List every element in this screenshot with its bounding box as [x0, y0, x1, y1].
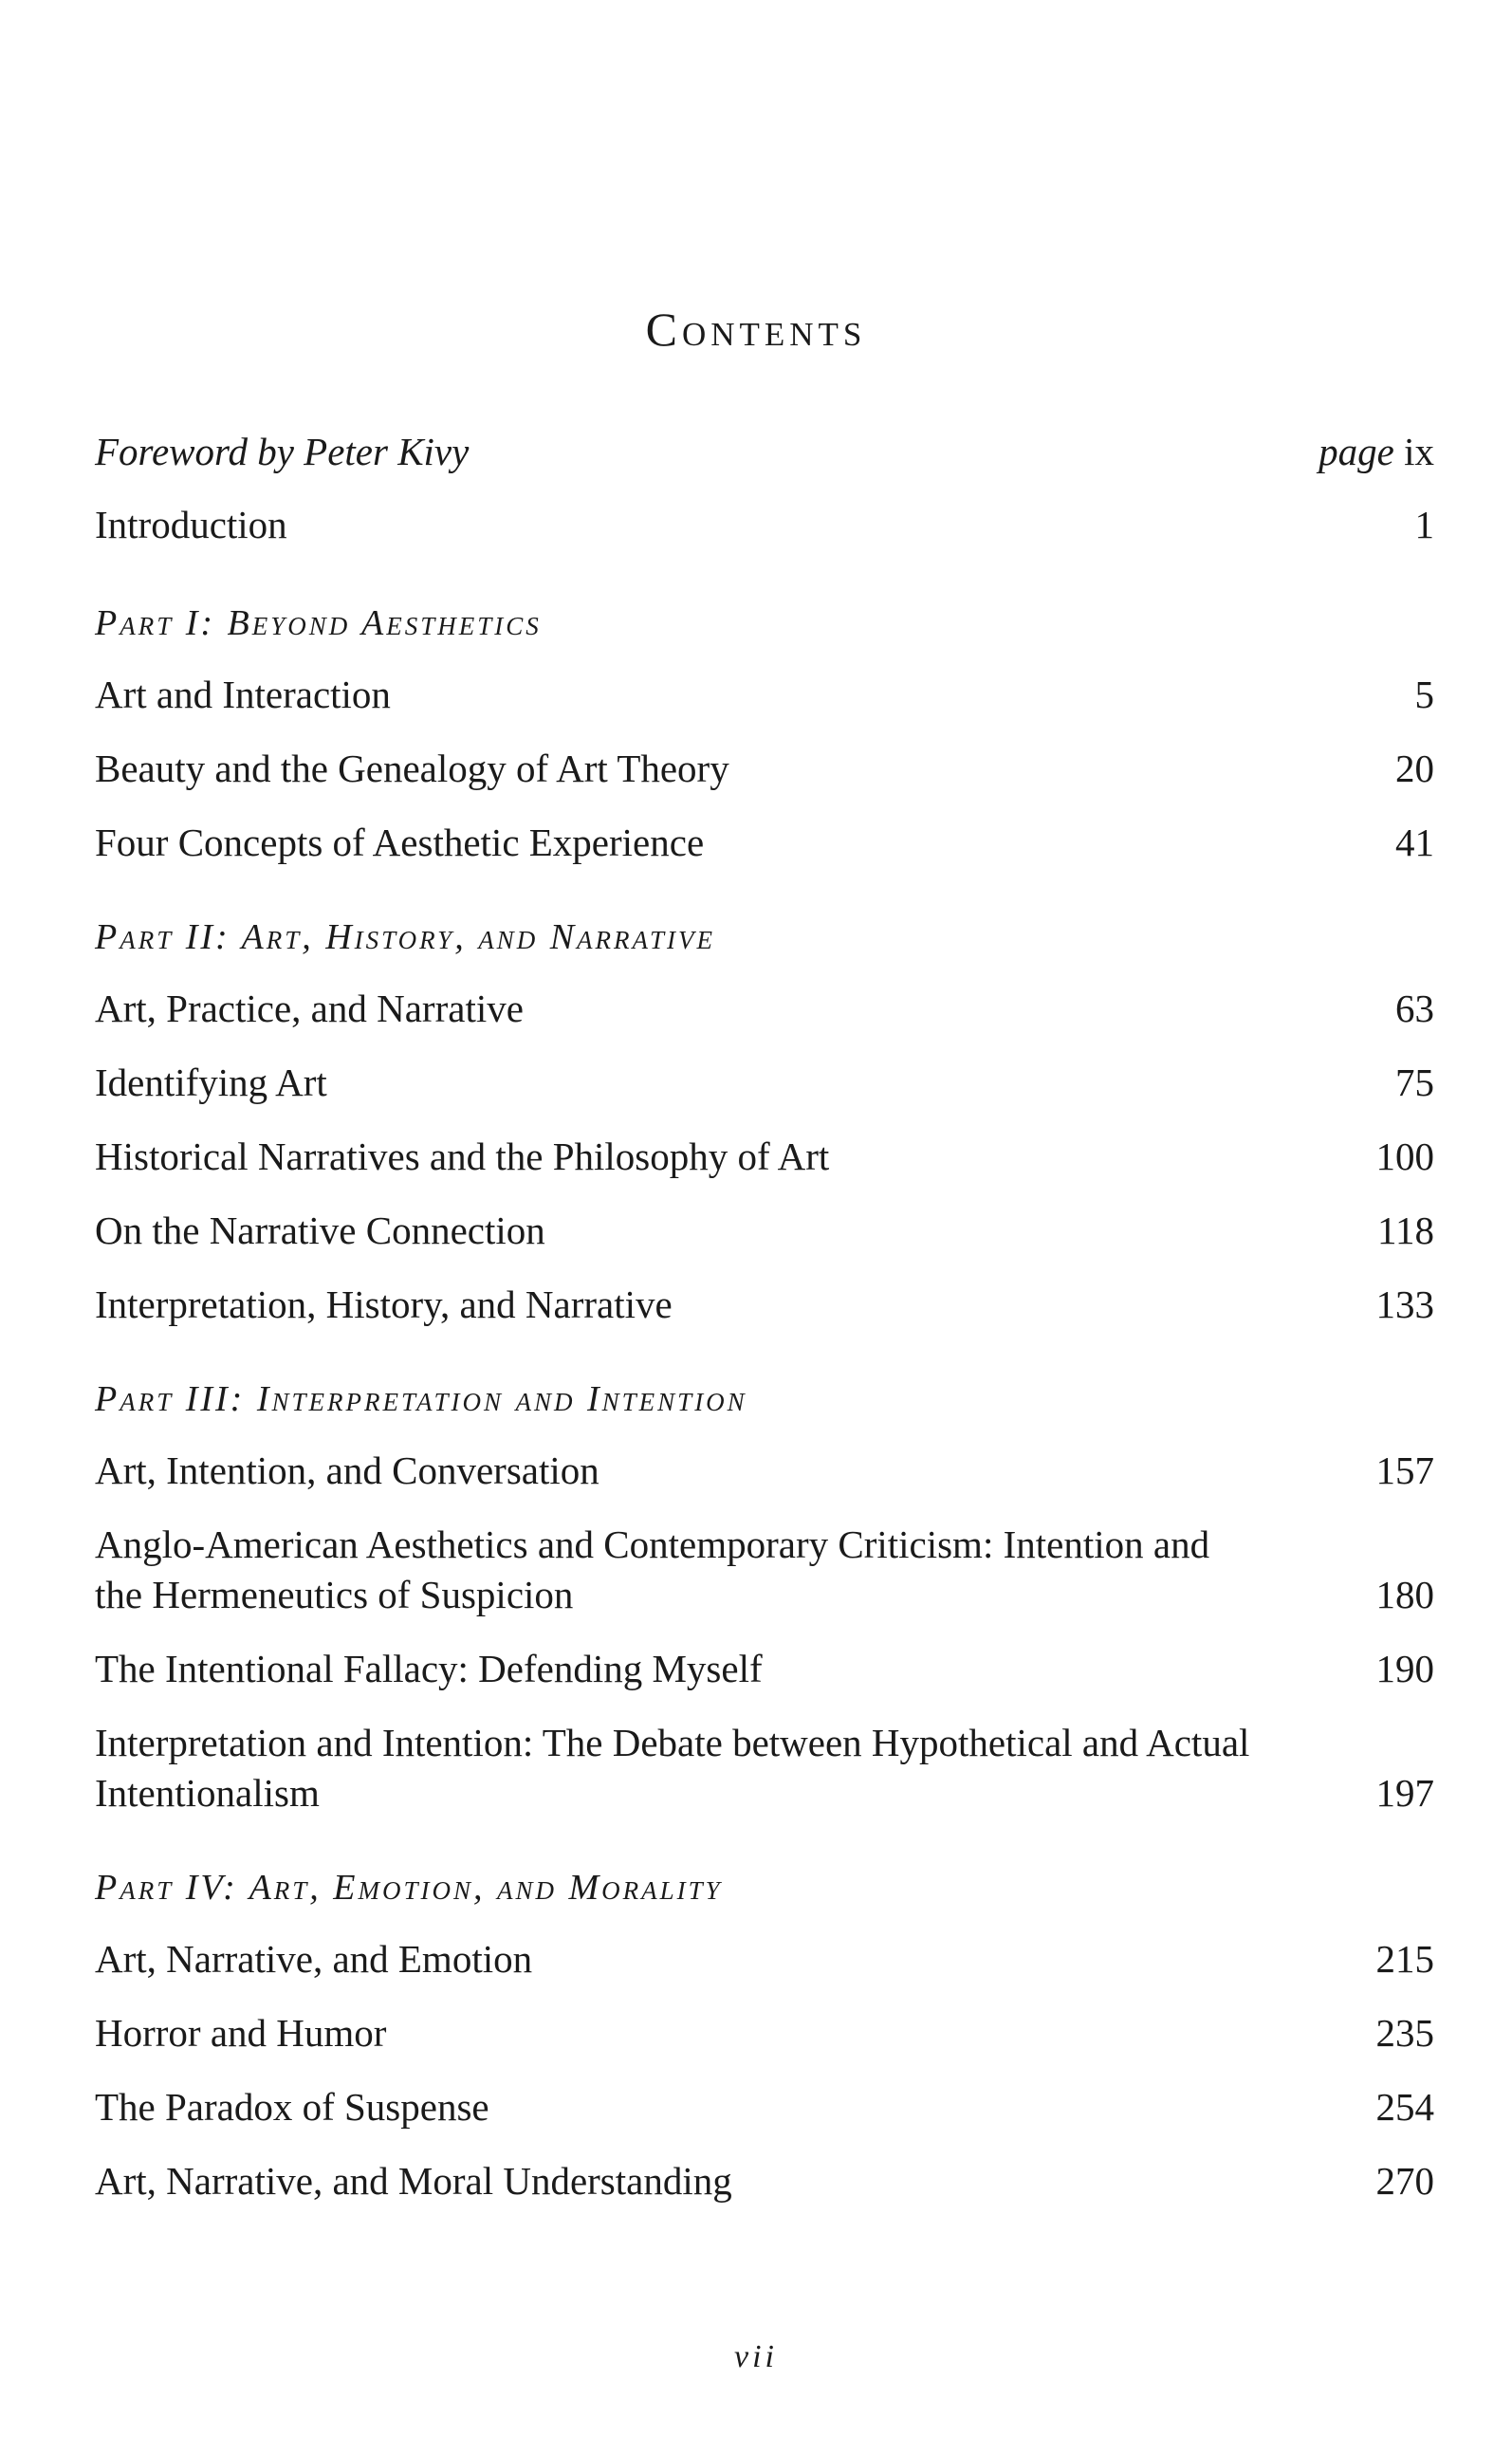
toc-entry	[95, 818, 1434, 868]
part-heading: Part I: Beyond Aesthetics	[95, 603, 542, 643]
part-heading: Part IV: Art, Emotion, and Morality	[95, 1868, 723, 1908]
entry-title: The Paradox of Suspense	[95, 2085, 489, 2129]
page-prefix: page	[1318, 430, 1394, 473]
page-number: 5	[1414, 673, 1434, 716]
toc-entry-foreword	[95, 427, 1434, 477]
entry-title: Art, Narrative, and Emotion	[95, 1937, 533, 1981]
page-number: 41	[1395, 821, 1434, 864]
toc-entry	[95, 1520, 1434, 1620]
entry-title: Art, Practice, and Narrative	[95, 987, 524, 1030]
part-heading: Part II: Art, History, and Narrative	[95, 917, 715, 957]
entry-title: Horror and Humor	[95, 2011, 387, 2055]
page-number: 270	[1375, 2159, 1434, 2203]
toc-entry	[95, 670, 1434, 720]
entry-title: Foreword by Peter Kivy	[95, 430, 470, 473]
entry-title: Interpretation and Intention: The Debate between Hypothetical and Actual Intentionalism	[95, 1721, 1250, 1815]
toc-entry	[95, 1280, 1434, 1330]
part-entries	[95, 984, 1434, 1330]
page-number: 20	[1395, 747, 1434, 790]
entry-title: On the Narrative Connection	[95, 1209, 545, 1252]
entry-title: Art, Intention, and Conversation	[95, 1448, 599, 1492]
entry-title: Interpretation, History, and Narrative	[95, 1282, 673, 1326]
toc-entry	[95, 2008, 1434, 2058]
toc-entry	[95, 1058, 1434, 1108]
toc-entry	[95, 1132, 1434, 1182]
page-folio: vii	[734, 2339, 778, 2374]
part-entries	[95, 1934, 1434, 2206]
toc-entry-introduction	[95, 500, 1434, 550]
page-number: 100	[1375, 1135, 1434, 1178]
page-number: ix	[1404, 430, 1434, 473]
page-number: 133	[1375, 1282, 1434, 1326]
entry-title: Introduction	[95, 503, 287, 546]
toc-entry	[95, 1206, 1434, 1256]
toc-entry	[95, 2082, 1434, 2132]
toc-entry	[95, 1644, 1434, 1694]
part-entries	[95, 1446, 1434, 1818]
page-number: 190	[1375, 1647, 1434, 1690]
page-number: 180	[1375, 1573, 1434, 1616]
entry-title: Four Concepts of Aesthetic Experience	[95, 821, 705, 864]
front-matter	[95, 427, 1434, 550]
toc-entry	[95, 2156, 1434, 2206]
entry-title: Art, Narrative, and Moral Understanding	[95, 2159, 732, 2203]
entry-title: Anglo-American Aesthetics and Contemporary Criticism: Intention and the Hermeneutics of Suspicion	[95, 1522, 1210, 1616]
page-number: 197	[1375, 1771, 1434, 1815]
part-entries	[95, 670, 1434, 868]
entry-page	[1318, 427, 1434, 477]
entry-title: Art and Interaction	[95, 673, 391, 716]
page-number: 1	[1414, 503, 1434, 546]
toc-entry	[95, 1446, 1434, 1496]
page-title: Contents	[645, 303, 867, 356]
entry-title: Historical Narratives and the Philosophy of Art	[95, 1135, 830, 1178]
page-number: 157	[1375, 1448, 1434, 1492]
toc-entry	[95, 984, 1434, 1034]
toc-entry	[95, 1718, 1434, 1818]
table-of-contents	[95, 427, 1434, 2206]
page-number: 215	[1375, 1937, 1434, 1981]
entry-title: Identifying Art	[95, 1061, 327, 1104]
page-number: 235	[1375, 2011, 1434, 2055]
page-number: 254	[1375, 2085, 1434, 2129]
page-number: 118	[1377, 1209, 1434, 1252]
part-heading: Part III: Interpretation and Intention	[95, 1379, 747, 1419]
toc-entry	[95, 1934, 1434, 1984]
entry-title: Beauty and the Genealogy of Art Theory	[95, 747, 729, 790]
entry-title: The Intentional Fallacy: Defending Myself	[95, 1647, 763, 1690]
toc-entry	[95, 744, 1434, 794]
page-number: 75	[1395, 1061, 1434, 1104]
page-number: 63	[1395, 987, 1434, 1030]
